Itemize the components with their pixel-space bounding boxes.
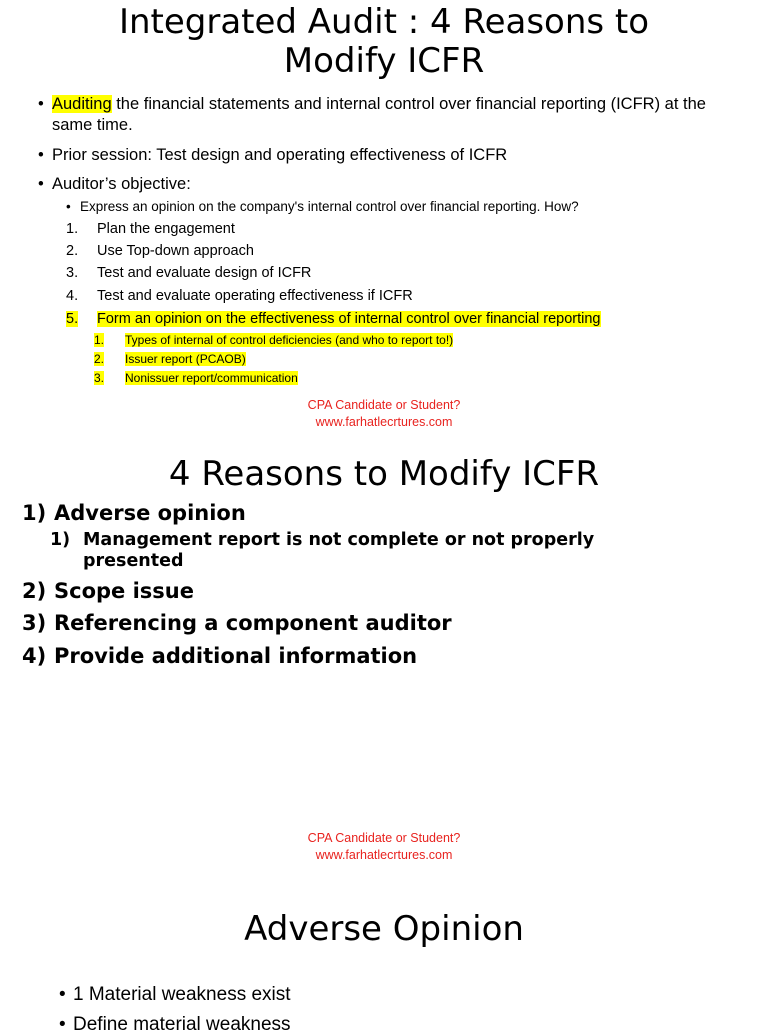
footer-promo: CPA Candidate or Student? www.farhatlecrtures.com [0, 830, 768, 864]
slide-title: Integrated Audit : 4 Reasons to Modify ICFR [118, 2, 650, 81]
slide-adverse-opinion: Adverse Opinion • 1 Material weakness exist • Define material weakness [0, 870, 768, 1024]
slide-title: Adverse Opinion [244, 909, 524, 949]
slide-title: 4 Reasons to Modify ICFR [168, 454, 600, 494]
slide-integrated-audit: Integrated Audit : 4 Reasons to Modify ICFR • Auditing the financial statements and internal control over financial reporting (ICFR) at the same time. • Prior session: Test design and operating effectiveness of ICFR • Auditor’s objective: • Express an opinion on the company's internal control over financial reporting. How? 1. Plan the engagement 2. Use Top-down approach 3. Test and evaluate design of ICFR 4. Test and evaluate operating effectiveness if ICFR 5. Form an opinion on the effectiveness of internal control over financial reporting 1. Types of internal of control deficiencies (and who to report to!) 2. Issuer report (PCAOB) 3. Nonissuer report/communication CPA Candidate or Student? www.farhatlecrtures.com [0, 0, 768, 435]
slide-4-reasons: 4 Reasons to Modify ICFR 1) Adverse opinion 1) Management report is not complete or not properly presented 2) Scope issue 3) Referencing a component auditor 4) Provide additional information CPA Candidate or Student? www.farhatlecrtures.com [0, 435, 768, 870]
footer-link[interactable]: www.farhatlecrtures.com [315, 415, 453, 429]
footer-link[interactable]: www.farhatlecrtures.com [315, 848, 453, 862]
footer-promo: CPA Candidate or Student? www.farhatlecrtures.com [0, 397, 768, 431]
highlighted-word: Auditing [52, 95, 112, 113]
